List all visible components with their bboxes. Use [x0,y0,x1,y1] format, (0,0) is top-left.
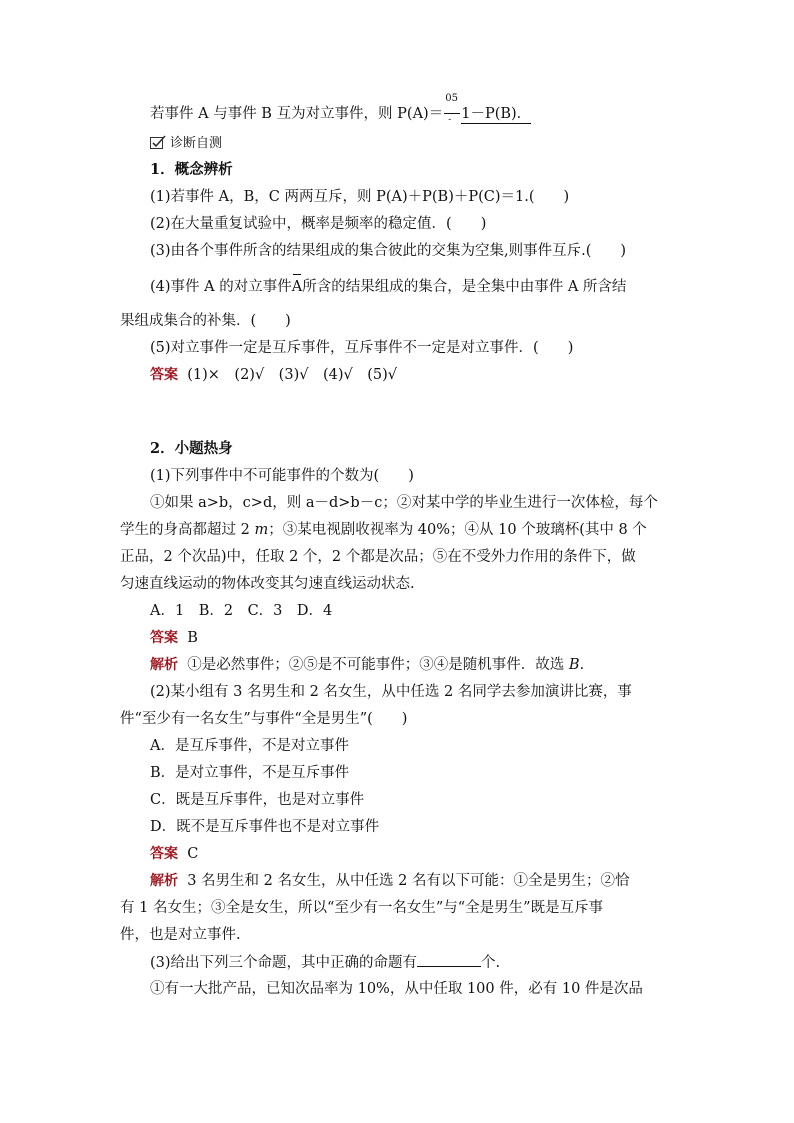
q1-item-2: (2)在大量重复试验中，概率是频率的稳定值．( ) [150,216,487,232]
q2-1-line-2-b: ；③某电视剧收视率为 40%；④从 10 个玻璃杯(其中 8 个 [268,522,647,538]
q1-item-4-cont: 果组成集合的补集．( ) [120,313,291,329]
q2-1-line-2-a: 学生的身高都超过 2 [120,522,255,538]
fraction-bar [444,113,460,114]
fraction-denominator: - [448,115,452,125]
q1-item-4-part-a: (4)事件 A 的对立事件 [150,279,292,295]
q1-item-1: (1)若事件 A，B，C 两两互斥，则 P(A)＋P(B)＋P(C)＝1.( ) [150,189,570,205]
q2-3-line-1: ①有一大批产品，已知次品率为 10%，从中任取 100 件，必有 10 件是次品 [150,981,643,997]
answer-label: 答案 [150,846,178,862]
q2-2-stem-a: (2)某小组有 3 名男生和 2 名女生，从中任选 2 名同学去参加演讲比赛，事 [150,684,632,700]
analysis-label: 解析 [150,873,178,889]
q2-2-analysis-line-2: 有 1 名女生；③全是女生，所以“至少有一名女生”与“全是男生”既是互斥事 [120,900,604,916]
q1-answer: (1)× (2)√ (3)√ (4)√ (5)√ [187,367,398,383]
opposite-rule-line [150,93,532,125]
q1-title: 1．概念辨析 [150,161,233,178]
q2-2-analysis-line-1 [150,871,629,891]
q2-1-answer-line [150,628,198,648]
q2-1-line-4: 匀速直线运动的物体改变其匀速直线运动状态. [120,576,415,592]
opposite-rule-text: 若事件 A 与事件 B 互为对立事件，则 P(A)＝ [150,106,444,122]
self-test-header [150,134,222,154]
fraction [443,93,461,125]
q2-2-stem-b: 件“至少有一名女生”与事件“全是男生”( ) [120,711,408,727]
q1-item-4-part-b: 所含的结果组成的集合，是全集中由事件 A 所含结 [302,279,627,295]
q2-2-option-b: B．是对立事件，不是互斥事件 [150,765,350,781]
answer-blank [417,952,481,967]
q2-1-line-1: ①如果 a>b，c>d，则 a－d>b－c；②对某中学的毕业生进行一次体检，每个 [150,495,658,511]
q2-title: 2．小题热身 [150,440,233,457]
q2-2-option-d: D．既不是互斥事件也不是对立事件 [150,819,380,835]
a-complement-symbol: A [291,279,303,295]
answer-label: 答案 [150,630,178,646]
q2-1-analysis-end: B. [568,657,585,673]
q2-2-option-a: A．是互斥事件，不是对立事件 [150,738,349,754]
opposite-rule-answer: 1－P(B)． [461,106,532,122]
q2-2-answer: C [187,846,199,862]
self-test-header-label: 诊断自测 [170,136,223,151]
q2-2-answer-line [150,844,198,864]
q2-1-stem: (1)下列事件中不可能事件的个数为( ) [150,468,414,484]
q2-1-line-3: 正品，2 个次品)中，任取 2 个，2 个都是次品；⑤在不受外力作用的条件下，做 [120,549,636,565]
q2-1-analysis-line [150,655,584,675]
analysis-label: 解析 [150,657,178,673]
q2-1-line-2 [120,520,647,540]
q2-3-stem-b: 个. [481,955,501,971]
q2-1-analysis: ①是必然事件；②⑤是不可能事件；③④是随机事件．故选 [187,657,569,673]
q1-item-5: (5)对立事件一定是互斥事件，互斥事件不一定是对立事件．( ) [150,340,574,356]
q2-3-stem-a: (3)给出下列三个命题，其中正确的命题有 [150,955,418,971]
q2-3-stem [150,952,500,973]
q1-item-4 [150,277,626,297]
q1-item-3: (3)由各个事件所含的结果组成的集合彼此的交集为空集,则事件互斥.( ) [150,243,627,259]
q2-1-answer: B [187,630,198,646]
pencil-check-icon [150,135,166,149]
q2-2-analysis-line-3: 件，也是对立事件. [120,927,241,943]
q1-answer-line [150,365,397,385]
answer-label: 答案 [150,367,178,383]
q2-1-options: A．1 B．2 C．3 D．4 [150,603,333,619]
unit-m: m [254,522,269,538]
q2-2-option-c: C．既是互斥事件，也是对立事件 [150,792,365,808]
q2-2-analysis-1: 3 名男生和 2 名女生，从中任选 2 名有以下可能：①全是男生；②恰 [187,873,630,889]
fraction-numerator: 05 [445,93,458,104]
